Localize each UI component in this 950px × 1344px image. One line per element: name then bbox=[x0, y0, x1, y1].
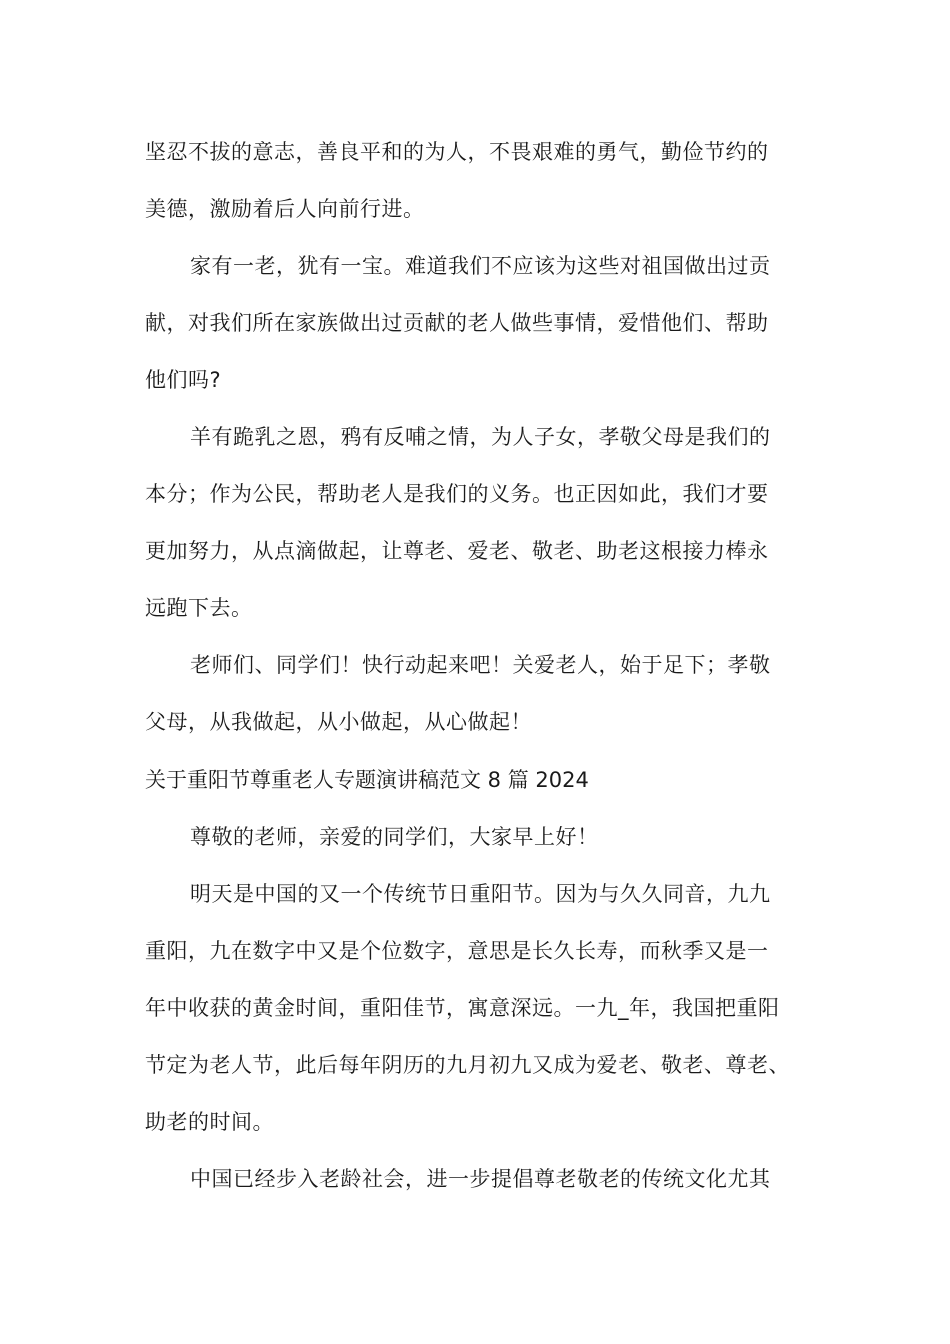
paragraph-line: 羊有跪乳之恩，鸦有反哺之情，为人子女，孝敬父母是我们的 bbox=[190, 425, 771, 449]
paragraph-line: 本分；作为公民，帮助老人是我们的义务。也正因如此，我们才要 bbox=[145, 482, 769, 506]
paragraph-line: 老师们、同学们！快行动起来吧！关爱老人，始于足下；孝敬 bbox=[190, 653, 771, 677]
paragraph-line: 重阳，九在数字中又是个位数字，意思是长久长寿，而秋季又是一 bbox=[145, 939, 769, 963]
paragraph-line: 美德，激励着后人向前行进。 bbox=[145, 197, 425, 221]
paragraph-line: 明天是中国的又一个传统节日重阳节。因为与久久同音，九九 bbox=[190, 882, 771, 906]
paragraph-line: 尊敬的老师，亲爱的同学们，大家早上好！ bbox=[190, 825, 599, 849]
paragraph-line: 远跑下去。 bbox=[145, 596, 253, 620]
paragraph-line: 献，对我们所在家族做出过贡献的老人做些事情，爱惜他们、帮助 bbox=[145, 311, 769, 335]
paragraph-line: 中国已经步入老龄社会，进一步提倡尊老敬老的传统文化尤其 bbox=[190, 1167, 771, 1191]
paragraph-line: 父母，从我做起，从小做起，从心做起！ bbox=[145, 710, 532, 734]
paragraph-line: 家有一老，犹有一宝。难道我们不应该为这些对祖国做出过贡 bbox=[190, 254, 771, 278]
paragraph-line: 他们吗? bbox=[145, 368, 222, 392]
section-heading: 关于重阳节尊重老人专题演讲稿范文 8 篇 2024 bbox=[145, 768, 589, 792]
paragraph-line: 更加努力，从点滴做起，让尊老、爱老、敬老、助老这根接力棒永 bbox=[145, 539, 769, 563]
paragraph-line: 年中收获的黄金时间，重阳佳节，寓意深远。一九_年，我国把重阳 bbox=[145, 996, 780, 1020]
paragraph-line: 坚忍不拔的意志，善良平和的为人，不畏艰难的勇气，勤俭节约的 bbox=[145, 140, 769, 164]
paragraph-line: 助老的时间。 bbox=[145, 1110, 274, 1134]
paragraph-line: 节定为老人节，此后每年阴历的九月初九又成为爱老、敬老、尊老、 bbox=[145, 1053, 790, 1077]
